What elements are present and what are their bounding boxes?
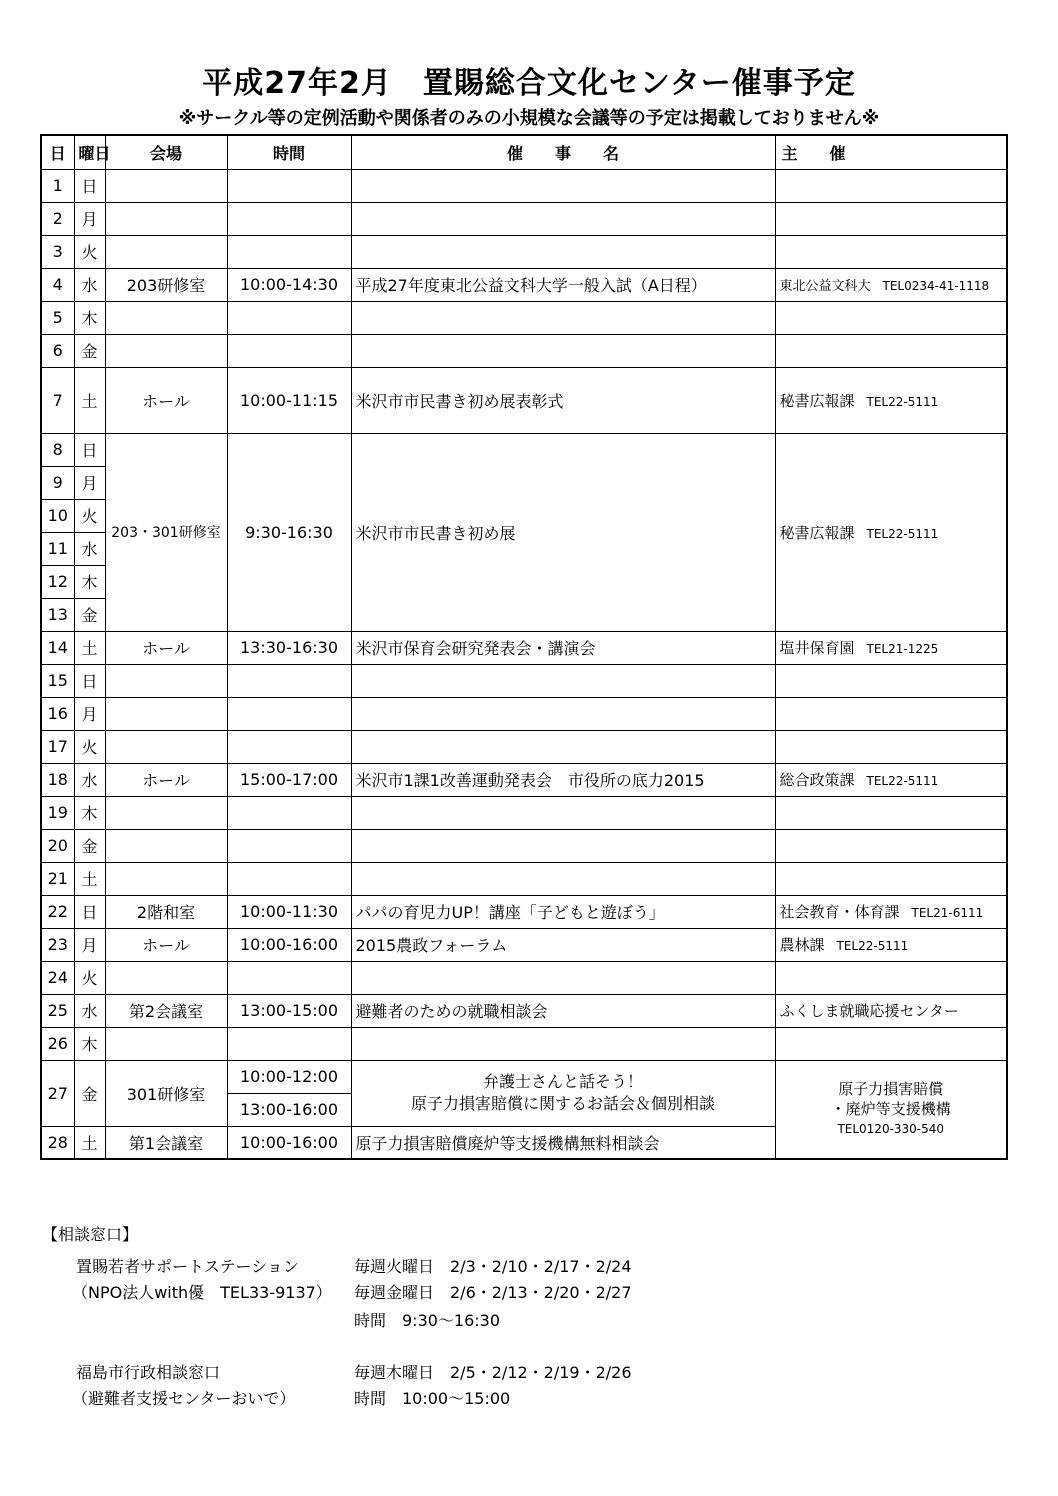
table-row [41, 301, 1007, 334]
weekday-cell: 火 [74, 235, 105, 268]
organizer-phone: TEL21-1225 [866, 642, 939, 656]
venue-cell: 203研修室 [105, 268, 227, 301]
weekday-cell: 金 [74, 1060, 105, 1126]
center1-name: 置賜若者サポートステーション [76, 1257, 299, 1276]
time-cell: 13:00-16:00 [227, 1093, 351, 1126]
day-cell: 24 [41, 961, 74, 994]
weekday-cell: 木 [74, 301, 105, 334]
venue-cell [105, 829, 227, 862]
organizer-name: 社会教育・体育課 [779, 903, 900, 921]
day-cell: 6 [41, 334, 74, 367]
organizer-line-2: ・廃炉等支援機構 [830, 1100, 951, 1119]
table-row [41, 928, 1007, 961]
organizer-name: 農林課 [779, 936, 825, 954]
time-cell: 13:00-15:00 [227, 994, 351, 1027]
time-cell [227, 664, 351, 697]
weekday-cell: 木 [74, 796, 105, 829]
event-cell [351, 862, 775, 895]
weekday-cell: 水 [74, 268, 105, 301]
organizer-name: 秘書広報課 [779, 391, 855, 410]
organizer-name: 塩井保育園 [779, 639, 855, 657]
table-row [41, 268, 1007, 301]
event-cell [351, 796, 775, 829]
organizer-cell [775, 961, 1007, 994]
venue-cell [105, 334, 227, 367]
event-cell [351, 1027, 775, 1060]
day-cell: 25 [41, 994, 74, 1027]
header-event: 催 事 名 [351, 135, 775, 169]
organizer-cell [775, 994, 1007, 1027]
organizer-cell [775, 1060, 1007, 1159]
center1-sub: （NPO法人with優 TEL33-9137） [72, 1283, 332, 1302]
center2-name: 福島市行政相談窓口 [76, 1363, 221, 1382]
venue-cell: 301研修室 [105, 1060, 227, 1126]
table-row [41, 202, 1007, 235]
time-cell: 10:00-11:30 [227, 895, 351, 928]
table-row [41, 1027, 1007, 1060]
center1-hours: 時間 9:30～16:30 [354, 1311, 501, 1330]
table-row [41, 730, 1007, 763]
day-cell: 4 [41, 268, 74, 301]
organizer-cell [775, 829, 1007, 862]
organizer-phone: TEL22-5111 [836, 939, 909, 953]
day-cell: 26 [41, 1027, 74, 1060]
time-cell [227, 1027, 351, 1060]
weekday-cell: 水 [74, 532, 105, 565]
time-cell [227, 301, 351, 334]
weekday-cell: 木 [74, 1027, 105, 1060]
time-cell [227, 202, 351, 235]
organizer-cell [775, 862, 1007, 895]
day-cell: 2 [41, 202, 74, 235]
center2-hours: 時間 10:00～15:00 [354, 1389, 511, 1408]
event-cell [351, 235, 775, 268]
weekday-cell: 月 [74, 697, 105, 730]
day-cell: 8 [41, 433, 74, 466]
table-row [41, 1060, 1007, 1093]
weekday-cell: 日 [74, 664, 105, 697]
table-row [41, 862, 1007, 895]
time-cell [227, 961, 351, 994]
table-row [41, 235, 1007, 268]
day-cell: 14 [41, 631, 74, 664]
event-cell: パパの育児力UP！講座「子どもと遊ぼう」 [351, 895, 775, 928]
time-cell: 10:00-12:00 [227, 1060, 351, 1093]
day-cell: 3 [41, 235, 74, 268]
table-row [41, 631, 1007, 664]
organizer-cell [775, 268, 1007, 301]
organizer-line-1: 原子力損害賠償 [838, 1080, 944, 1099]
table-row [41, 895, 1007, 928]
organizer-name: 総合政策課 [779, 771, 855, 789]
header-time: 時間 [227, 135, 351, 169]
event-cell [351, 1060, 775, 1126]
venue-cell: 2階和室 [105, 895, 227, 928]
table-row [41, 367, 1007, 433]
day-cell: 19 [41, 796, 74, 829]
time-cell: 13:30-16:30 [227, 631, 351, 664]
day-cell: 18 [41, 763, 74, 796]
notice: ※サークル等の定例活動や関係者のみの小規模な会議等の予定は掲載しておりません※ [178, 108, 880, 129]
organizer-name: 東北公益文科大 [779, 279, 871, 294]
venue-cell [105, 796, 227, 829]
event-cell: 米沢市市民書き初め展表彰式 [351, 367, 775, 433]
organizer-cell [775, 928, 1007, 961]
schedule-table [40, 134, 1008, 1160]
header-day: 日 [41, 135, 74, 169]
organizer-cell [775, 631, 1007, 664]
table-row [41, 763, 1007, 796]
event-cell [351, 664, 775, 697]
organizer-cell [775, 730, 1007, 763]
venue-cell: ホール [105, 367, 227, 433]
event-cell: 米沢市市民書き初め展 [351, 433, 775, 631]
time-cell [227, 334, 351, 367]
event-cell [351, 301, 775, 334]
venue-cell [105, 730, 227, 763]
page-title: 平成27年2月 置賜総合文化センター催事予定 [202, 66, 856, 101]
weekday-cell: 火 [74, 499, 105, 532]
event-cell [351, 334, 775, 367]
organizer-phone: TEL22-5111 [866, 526, 939, 541]
table-row [41, 961, 1007, 994]
header-weekday: 曜日 [74, 135, 105, 169]
time-cell [227, 169, 351, 202]
event-cell [351, 961, 775, 994]
organizer-name: 秘書広報課 [779, 523, 855, 542]
organizer-phone: TEL0234-41-1118 [882, 279, 990, 293]
day-cell: 22 [41, 895, 74, 928]
venue-cell [105, 1027, 227, 1060]
center1-schedule-1: 毎週火曜日 2/3・2/10・2/17・2/24 [354, 1257, 632, 1276]
day-cell: 11 [41, 532, 74, 565]
day-cell: 7 [41, 367, 74, 433]
center1-schedule-2: 毎週金曜日 2/6・2/13・2/20・2/27 [354, 1283, 632, 1302]
day-cell: 15 [41, 664, 74, 697]
venue-cell [105, 664, 227, 697]
header-venue: 会場 [105, 135, 227, 169]
venue-cell [105, 235, 227, 268]
time-cell: 9:30-16:30 [227, 433, 351, 631]
time-cell: 10:00-11:15 [227, 367, 351, 433]
table-row [41, 169, 1007, 202]
venue-cell [105, 169, 227, 202]
event-cell: 米沢市1課1改善運動発表会 市役所の底力2015 [351, 763, 775, 796]
time-cell: 10:00-16:00 [227, 1126, 351, 1159]
venue-cell: ホール [105, 631, 227, 664]
organizer-cell [775, 367, 1007, 433]
event-cell [351, 169, 775, 202]
weekday-cell: 日 [74, 169, 105, 202]
organizer-name: ふくしま就職応援センター [779, 1002, 959, 1020]
weekday-cell: 日 [74, 433, 105, 466]
time-cell [227, 862, 351, 895]
table-row [41, 796, 1007, 829]
weekday-cell: 土 [74, 631, 105, 664]
center2-sub: （避難者支援センターおいで） [72, 1389, 296, 1408]
day-cell: 12 [41, 565, 74, 598]
day-cell: 13 [41, 598, 74, 631]
venue-cell [105, 202, 227, 235]
header-organizer: 主 催 [775, 135, 1007, 169]
organizer-phone: TEL22-5111 [866, 774, 939, 788]
time-cell [227, 697, 351, 730]
weekday-cell: 月 [74, 202, 105, 235]
time-cell: 15:00-17:00 [227, 763, 351, 796]
table-header-row [41, 135, 1007, 169]
weekday-cell: 土 [74, 367, 105, 433]
day-cell: 16 [41, 697, 74, 730]
weekday-cell: 金 [74, 598, 105, 631]
weekday-cell: 水 [74, 763, 105, 796]
event-cell [351, 829, 775, 862]
weekday-cell: 月 [74, 466, 105, 499]
weekday-cell: 木 [74, 565, 105, 598]
consultation-heading: 【相談窓口】 [42, 1225, 139, 1244]
venue-cell: ホール [105, 928, 227, 961]
event-cell [351, 202, 775, 235]
organizer-cell [775, 664, 1007, 697]
weekday-cell: 金 [74, 829, 105, 862]
organizer-line-3: TEL0120-330-540 [837, 1122, 945, 1137]
organizer-cell [775, 433, 1007, 631]
table-row [41, 664, 1007, 697]
day-cell: 5 [41, 301, 74, 334]
event-line-2: 原子力損害賠償に関するお話会＆個別相談 [410, 1094, 715, 1113]
day-cell: 10 [41, 499, 74, 532]
organizer-cell [775, 895, 1007, 928]
venue-cell [105, 862, 227, 895]
organizer-cell [775, 334, 1007, 367]
weekday-cell: 土 [74, 862, 105, 895]
event-line-1: 弁護士さんと話そう！ [482, 1072, 643, 1091]
day-cell: 23 [41, 928, 74, 961]
organizer-phone: TEL21-6111 [911, 906, 984, 920]
organizer-cell [775, 235, 1007, 268]
time-cell: 10:00-16:00 [227, 928, 351, 961]
weekday-cell: 水 [74, 994, 105, 1027]
day-cell: 27 [41, 1060, 74, 1126]
organizer-cell [775, 763, 1007, 796]
table-row [41, 697, 1007, 730]
event-cell [351, 697, 775, 730]
venue-cell: 203・301研修室 [105, 433, 227, 631]
time-cell [227, 796, 351, 829]
organizer-cell [775, 1027, 1007, 1060]
event-cell: 避難者のための就職相談会 [351, 994, 775, 1027]
weekday-cell: 土 [74, 1126, 105, 1159]
day-cell: 9 [41, 466, 74, 499]
organizer-cell [775, 796, 1007, 829]
venue-cell: 第1会議室 [105, 1126, 227, 1159]
center2-schedule: 毎週木曜日 2/5・2/12・2/19・2/26 [354, 1363, 632, 1382]
organizer-phone: TEL22-5111 [866, 394, 939, 409]
weekday-cell: 金 [74, 334, 105, 367]
table-row [41, 994, 1007, 1027]
weekday-cell: 火 [74, 730, 105, 763]
time-cell [227, 730, 351, 763]
weekday-cell: 月 [74, 928, 105, 961]
event-cell: 2015農政フォーラム [351, 928, 775, 961]
organizer-cell [775, 202, 1007, 235]
venue-cell: ホール [105, 763, 227, 796]
weekday-cell: 火 [74, 961, 105, 994]
day-cell: 20 [41, 829, 74, 862]
event-cell [351, 730, 775, 763]
organizer-cell [775, 301, 1007, 334]
day-cell: 21 [41, 862, 74, 895]
day-cell: 1 [41, 169, 74, 202]
event-cell: 原子力損害賠償廃炉等支援機構無料相談会 [351, 1126, 775, 1159]
venue-cell [105, 301, 227, 334]
venue-cell [105, 697, 227, 730]
weekday-cell: 日 [74, 895, 105, 928]
day-cell: 17 [41, 730, 74, 763]
venue-cell: 第2会議室 [105, 994, 227, 1027]
organizer-cell [775, 697, 1007, 730]
organizer-cell [775, 169, 1007, 202]
event-cell: 平成27年度東北公益文科大学一般入試（A日程） [351, 268, 775, 301]
table-row [41, 829, 1007, 862]
time-cell: 10:00-14:30 [227, 268, 351, 301]
table-row [41, 334, 1007, 367]
time-cell [227, 829, 351, 862]
time-cell [227, 235, 351, 268]
day-cell: 28 [41, 1126, 74, 1159]
venue-cell [105, 961, 227, 994]
table-row [41, 433, 1007, 466]
event-cell: 米沢市保育会研究発表会・講演会 [351, 631, 775, 664]
